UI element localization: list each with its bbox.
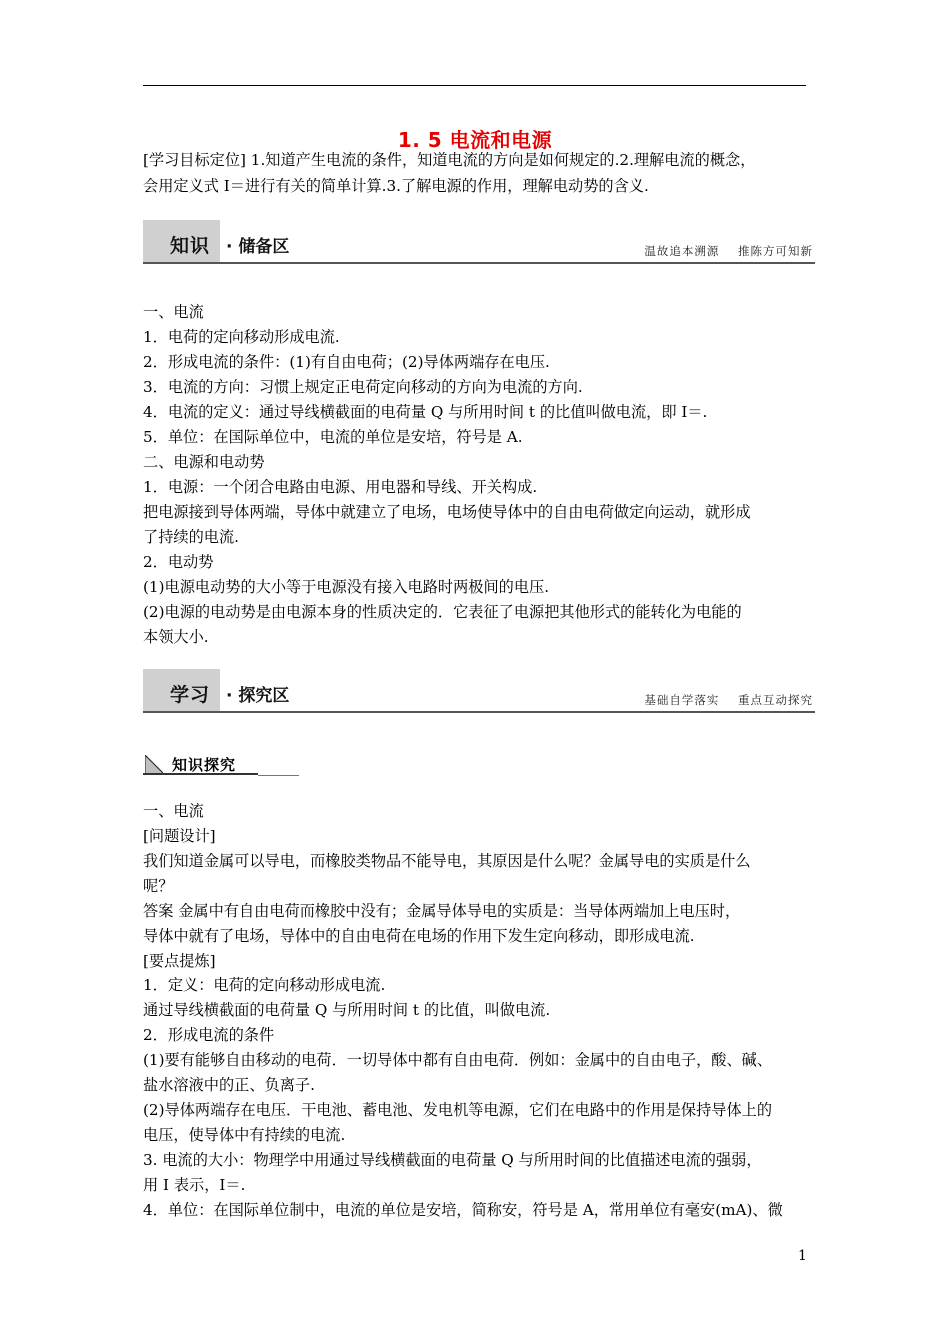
paragraph-line: 2．形成电流的条件：(1)有自由电荷；(2)导体两端存在电压. [143,353,550,371]
paragraph-line: [问题设计] [143,827,216,845]
paragraph-line: 2．电动势 [143,553,214,571]
paragraph-line: 1．定义：电荷的定向移动形成电流. [143,976,386,994]
paragraph-line: 2．形成电流的条件 [143,1026,275,1044]
paragraph-line: 1．电源：一个闭合电路由电源、用电器和导线、开关构成. [143,478,538,496]
band-slogan: 基础自学落实 重点互动探究 [644,693,813,707]
subsection-underline [143,773,258,775]
paragraph-line: 盐水溶液中的正、负离子. [143,1076,315,1094]
header-rule [143,85,806,86]
paragraph-line: 把电源接到导体两端，导体中就建立了电场，电场使导体中的自由电荷做定向运动，就形成 [143,503,751,521]
paragraph-line: 一、电流 [143,303,204,321]
paragraph-line: 3．电流的方向：习惯上规定正电荷定向移动的方向为电流的方向. [143,378,583,396]
paragraph-line: 1．电荷的定向移动形成电流. [143,328,340,346]
subsection-heading [143,752,299,778]
band-heading-main: 学习 [170,684,211,706]
band-slogan: 温故追本溯源 推陈方可知新 [644,244,813,258]
paragraph-line: 导体中就有了电场，导体中的自由电荷在电场的作用下发生定向移动，即形成电流. [143,927,695,945]
page-title: 1. 5 电流和电源 [397,128,553,152]
paragraph-line: (1)电源电动势的大小等于电源没有接入电路时两极间的电压. [143,578,550,596]
subsection-heading-label: 知识探究 [172,756,237,774]
paragraph-line: 5．单位：在国际单位中，电流的单位是安培，符号是 A. [143,428,523,446]
paragraph-line: 用 I 表示，I＝. [143,1176,246,1194]
band-rule [143,711,815,713]
paragraph-line: (2)电源的电动势是由电源本身的性质决定的．它表征了电源把其他形式的能转化为电能的 [143,603,742,621]
paragraph-line: 电压，使导体中有持续的电流. [143,1126,346,1144]
paragraph-line: 了持续的电流. [143,528,239,546]
subsection-underline-thin [258,775,299,776]
paragraph-line: 一、电流 [143,802,204,820]
paragraph-line: 二、电源和电动势 [143,453,265,471]
page-number: 1 [798,1248,807,1264]
paragraph-line: [要点提炼] [143,952,216,970]
paragraph-line: (1)要有能够自由移动的电荷．一切导体中都有自由电荷．例如：金属中的自由电子，酸、碱、 [143,1051,773,1069]
paragraph-line: 4．电流的定义：通过导线横截面的电荷量 Q 与所用时间 t 的比值叫做电流，即 I＝. [143,403,708,421]
paragraph-line: 4．单位：在国际单位制中，电流的单位是安培，简称安，符号是 A，常用单位有毫安(mA)、微 [143,1201,783,1219]
band-heading-sub: · 储备区 [226,237,290,257]
paragraph-line: 通过导线横截面的电荷量 Q 与所用时间 t 的比值，叫做电流. [143,1001,551,1019]
section-band-knowledge [143,220,815,266]
corner-triangle-icon [145,755,163,773]
band-rule [143,262,815,264]
paragraph-line: 3. 电流的大小：物理学中用通过导线横截面的电荷量 Q 与所用时间的比值描述电流的强弱， [143,1151,762,1169]
paragraph-line: 呢？ [143,877,174,895]
objectives-line-2: 会用定义式 I＝进行有关的简单计算.3.了解电源的作用，理解电动势的含义. [143,177,649,195]
band-heading-sub: · 探究区 [226,686,290,706]
paragraph-line: 我们知道金属可以导电，而橡胶类物品不能导电，其原因是什么呢？金属导电的实质是什么 [143,852,751,870]
objectives-line-1: [学习目标定位] 1.知道产生电流的条件，知道电流的方向是如何规定的.2.理解电流的概念， [143,151,756,169]
paragraph-line: 本领大小. [143,628,209,646]
paragraph-line: (2)导体两端存在电压．干电池、蓄电池、发电机等电源，它们在电路中的作用是保持导体上的 [143,1101,773,1119]
section-band-study [143,669,815,715]
band-heading-main: 知识 [170,235,211,257]
paragraph-line: 答案 金属中有自由电荷而橡胶中没有；金属导体导电的实质是：当导体两端加上电压时， [143,902,741,920]
